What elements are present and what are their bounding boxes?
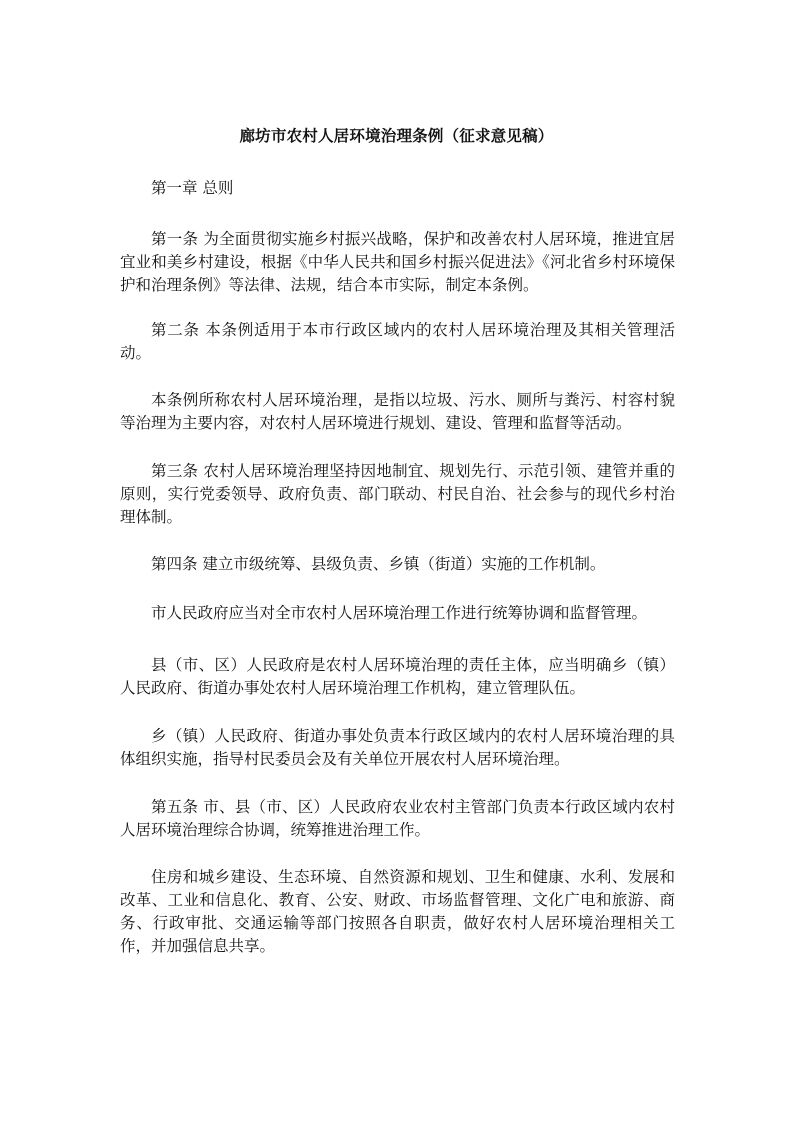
article-2: 第二条 本条例适用于本市行政区域内的农村人居环境治理及其相关管理活动。	[120, 321, 675, 362]
article-4-county-duty: 县（市、区）人民政府是农村人居环境治理的责任主体，应当明确乡（镇）人民政府、街道办事处农村人居环境治理工作机构，建立管理队伍。	[120, 656, 675, 697]
chapter-heading: 第一章 总则	[151, 179, 234, 197]
document-title: 廊坊市农村人居环境治理条例（征求意见稿）	[239, 127, 554, 145]
article-5-departments: 住房和城乡建设、生态环境、自然资源和规划、卫生和健康、水利、发展和改革、工业和信息化、教育、公安、财政、市场监督管理、文化广电和旅游、商务、行政审批、交通运输等部门按照各自职责，做好农村人居环境治理相关工作，并加强信息共享。	[120, 868, 675, 955]
article-5: 第五条 市、县（市、区）人民政府农业农村主管部门负责本行政区域内农村人居环境治理综合协调，统筹推进治理工作。	[120, 798, 675, 839]
article-2-definition: 本条例所称农村人居环境治理，是指以垃圾、污水、厕所与粪污、村容村貌等治理为主要内容，对农村人居环境进行规划、建设、管理和监督等活动。	[120, 391, 675, 432]
article-4-township-duty: 乡（镇）人民政府、街道办事处负责本行政区域内的农村人居环境治理的具体组织实施，指导村民委员会及有关单位开展农村人居环境治理。	[120, 727, 675, 768]
article-4: 第四条 建立市级统筹、县级负责、乡镇（街道）实施的工作机制。	[151, 555, 606, 573]
article-1: 第一条 为全面贯彻实施乡村振兴战略，保护和改善农村人居环境，推进宜居宜业和美乡村建设，根据《中华人民共和国乡村振兴促进法》《河北省乡村环境保护和治理条例》等法律、法规，结合本市实际，制定本条例。	[120, 230, 675, 294]
article-3: 第三条 农村人居环境治理坚持因地制宜、规划先行、示范引领、建管并重的原则，实行党委领导、政府负责、部门联动、村民自治、社会参与的现代乡村治理体制。	[120, 462, 675, 526]
article-4-city-duty: 市人民政府应当对全市农村人居环境治理工作进行统筹协调和监督管理。	[151, 604, 648, 622]
